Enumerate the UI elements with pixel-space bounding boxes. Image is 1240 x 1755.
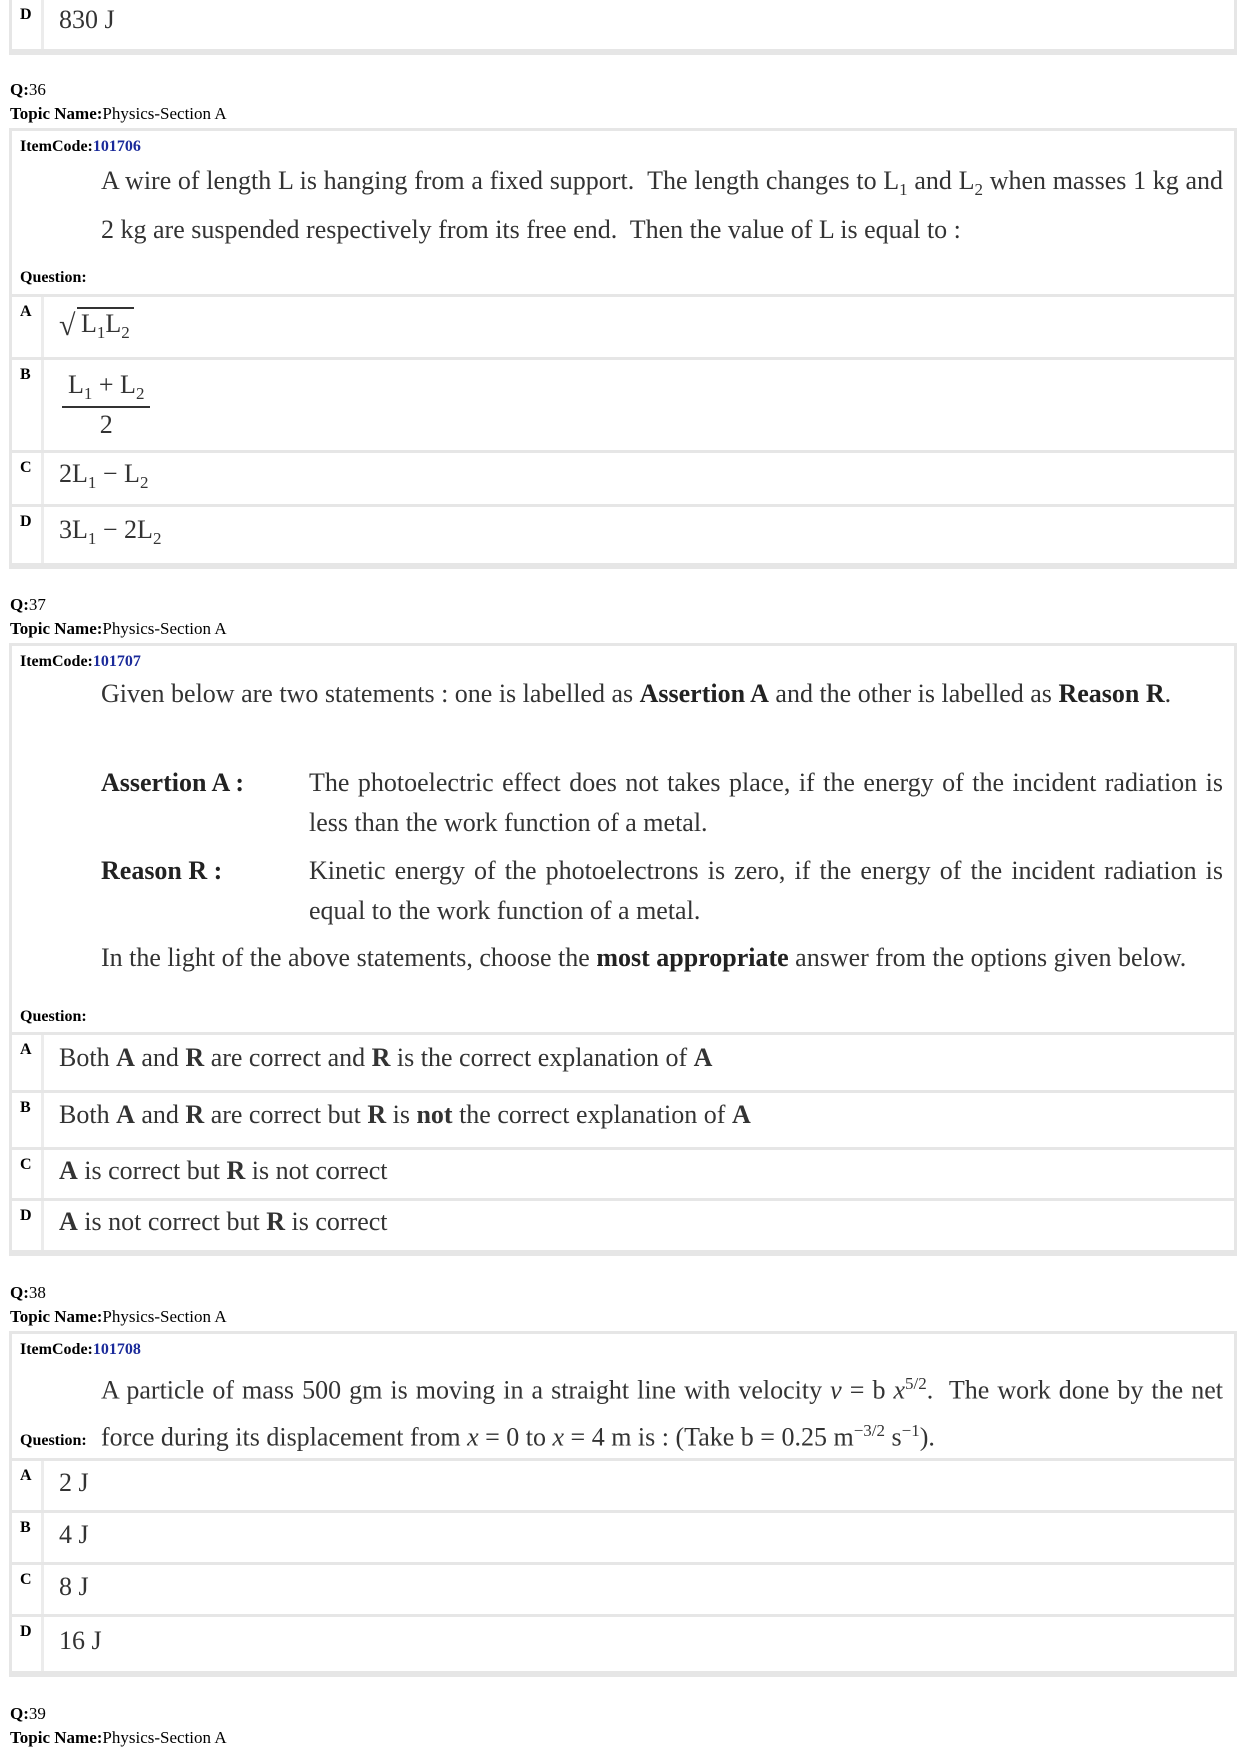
option-text: A is not correct but R is correct [59, 1207, 388, 1236]
option-label: A [20, 1041, 32, 1058]
option-row-c[interactable] [12, 1150, 1234, 1198]
question-row [12, 131, 1234, 294]
option-row-a[interactable] [12, 1035, 1234, 1090]
option-text: √ $L_1L_2$ [59, 307, 134, 343]
q35-options-table [9, 0, 1237, 55]
option-label: B [20, 366, 31, 383]
topic-name: Topic Name:Physics-Section A [10, 1728, 227, 1747]
question-intro: Given below are two statements : one is labelled as Assertion A and the other is labelled as Reason R. [101, 679, 1172, 708]
option-label: C [20, 459, 32, 476]
question-outro: In the light of the above statements, choose the most appropriate answer from the options given below. [101, 943, 1187, 972]
topic-name: Topic Name:Physics-Section A [10, 1307, 227, 1326]
question-row: ItemCode:101707 Given below are two statements : one is labelled as Assertion A and the other is labelled as Reason R. Assertion A : The photoelectric effect does not takes place, if the energy of the incident radiation is less than the work function of a metal. Reason R : Kinetic energy of the photoelectrons is zero, if the energy of the incident radiation is equal to the work function of a metal. In the light of the above statements, choose the most appropriate answer from the options given below. Question: [12, 646, 1234, 1032]
question-number: Q:36 [10, 80, 46, 99]
question-label: Question: [20, 1432, 87, 1449]
option-row-d[interactable] [12, 1201, 1234, 1250]
q38-table [9, 1331, 1237, 1677]
option-text: 2 J [59, 1468, 89, 1497]
question-label: Question: [20, 1008, 87, 1025]
q36-table [9, 128, 1237, 569]
option-label: C [20, 1571, 32, 1588]
option-text: A is correct but R is not correct [59, 1156, 388, 1185]
item-code: ItemCode:101707 [20, 653, 141, 670]
option-label: B [20, 1099, 31, 1116]
option-label: C [20, 1156, 32, 1173]
option-row-c[interactable] [12, 453, 1234, 504]
option-row-c[interactable] [12, 1565, 1234, 1614]
item-code: ItemCode:101708 [20, 1341, 141, 1358]
option-text: 830 J [59, 5, 115, 34]
option-label: D [20, 1207, 32, 1224]
option-text: 16 J [59, 1626, 102, 1655]
option-label: A [20, 303, 32, 320]
option-row [12, 0, 1234, 49]
topic-name: Topic Name:Physics-Section A [10, 619, 227, 638]
option-row-b[interactable] [12, 1513, 1234, 1562]
option-label: D [20, 513, 32, 530]
option-label: D [20, 1623, 32, 1640]
item-code: ItemCode:101706 [20, 138, 141, 155]
option-label: A [20, 1467, 32, 1484]
option-row-d[interactable] [12, 1617, 1234, 1671]
option-row-b[interactable] [12, 1093, 1234, 1147]
option-row-a[interactable] [12, 1461, 1234, 1510]
option-text: $2L_1 - L_2$ [59, 459, 149, 493]
option-text: Both A and R are correct and R is the correct explanation of A [59, 1043, 713, 1072]
question-number: Q:39 [10, 1704, 46, 1723]
question-number: Q:38 [10, 1283, 46, 1302]
option-row-b[interactable] [12, 360, 1234, 450]
option-row-a[interactable] [12, 297, 1234, 357]
q37-table [9, 643, 1237, 1256]
question-row [12, 1334, 1234, 1458]
question-label: Question: [20, 269, 87, 286]
option-label: B [20, 1519, 31, 1536]
question-text: A wire of length L is hanging from a fixed support. The length changes to $L_1$ and $L_2$ when masses 1 kg and 2 kg are suspended respectively from its free end. Then the value of L is equal to : [101, 166, 1224, 245]
option-text: 4 J [59, 1520, 89, 1549]
option-text: Both A and R are correct but R is not the correct explanation of A [59, 1100, 751, 1129]
question-text: A particle of mass 500 gm is moving in a straight line with velocity v = b $x^{5/2}$. The work done by the net force during its displacement from x = 0 to x = 4 m is : (Take b = 0.25 $m^{-3/2}$ $s^{-1}$). [101, 1374, 1223, 1452]
option-text: $3L_1 - 2L_2$ [59, 515, 162, 549]
question-number: Q:37 [10, 595, 46, 614]
option-text: 8 J [59, 1572, 89, 1601]
option-label: D [20, 6, 32, 23]
option-fraction: $\frac{L_1 + L_2}{2}$ [62, 370, 150, 440]
option-row-d[interactable] [12, 507, 1234, 563]
topic-name: Topic Name:Physics-Section A [10, 104, 227, 123]
